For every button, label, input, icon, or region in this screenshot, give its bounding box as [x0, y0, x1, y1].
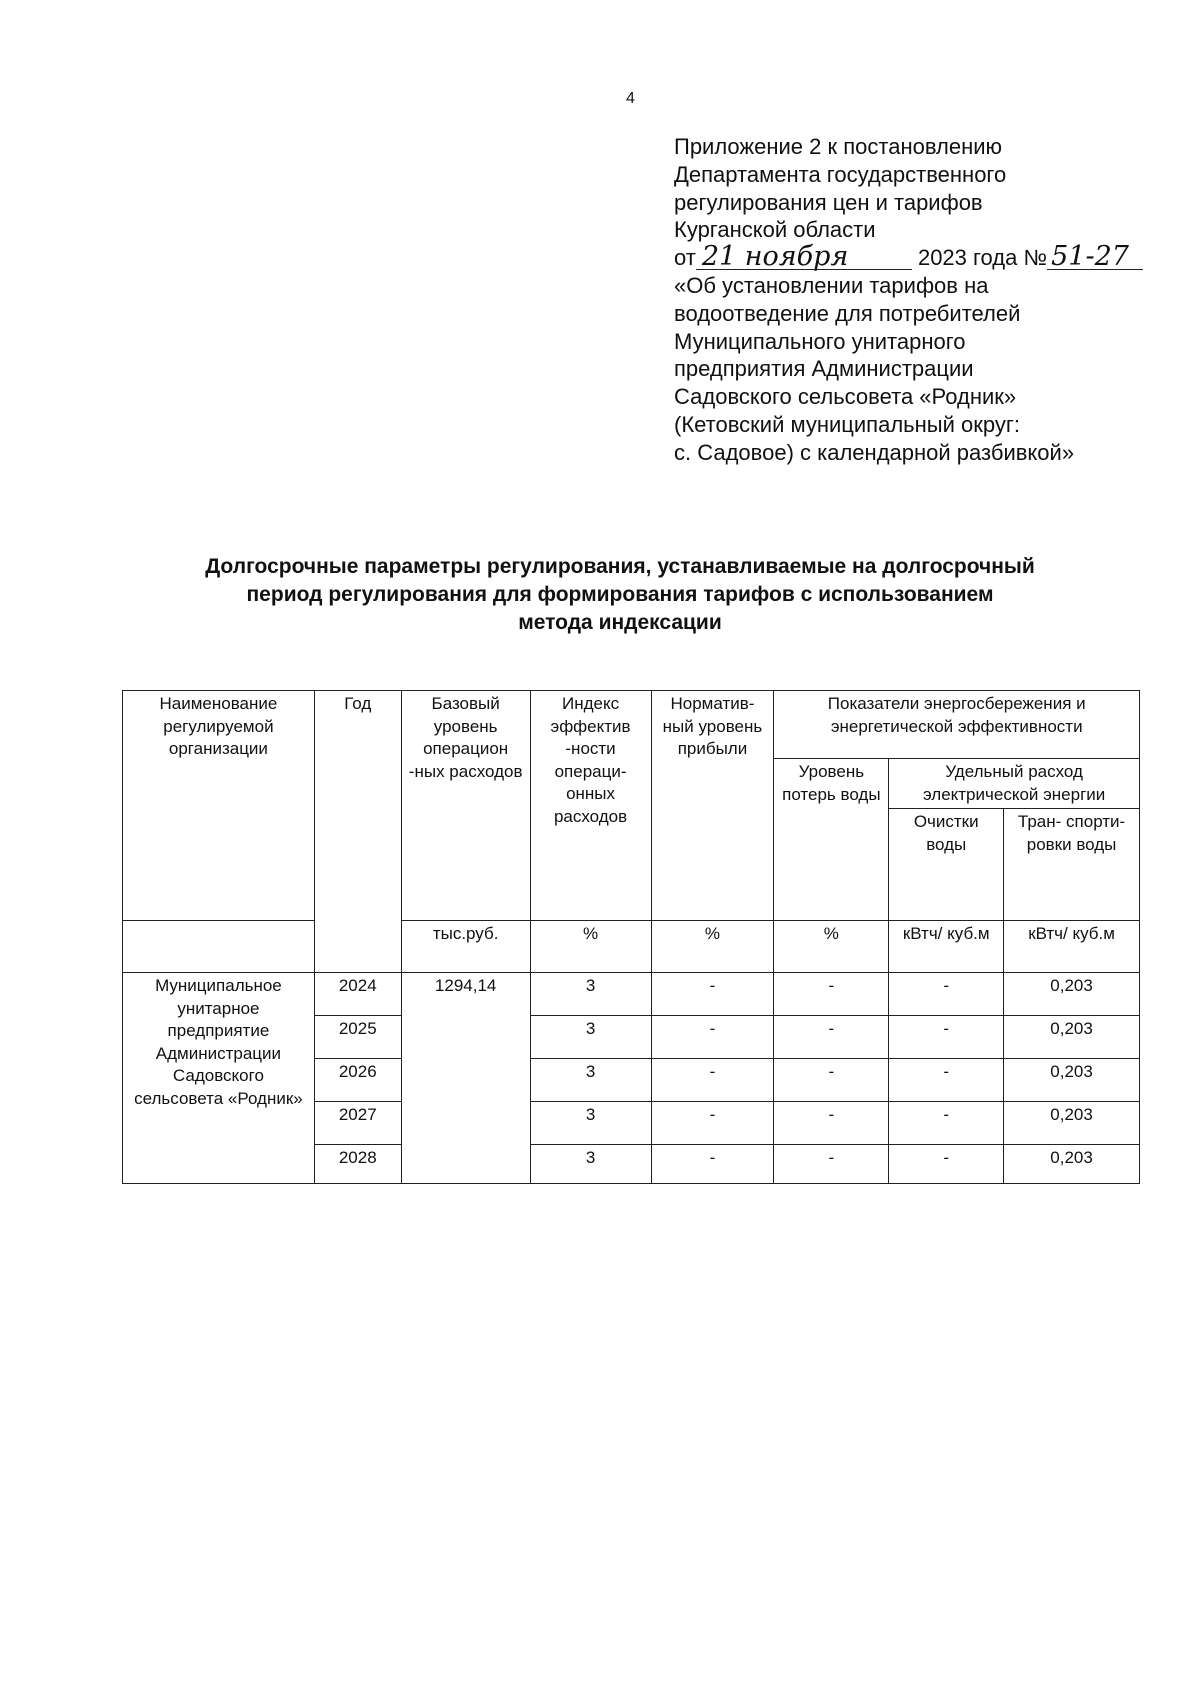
subject-line: Садовского сельсовета «Родник»: [674, 384, 1017, 410]
cell-transport: 0,203: [1004, 1102, 1140, 1145]
handwritten-number: 51-27: [1047, 245, 1143, 270]
appendix-line: Приложение 2 к постановлению: [674, 134, 1003, 159]
units-organization-empty: [123, 921, 315, 973]
header-energy-efficiency: Показатели энергосбережения и энергетической эффективности: [774, 691, 1140, 759]
cell-losses: -: [774, 1016, 889, 1059]
page-number: 4: [626, 90, 635, 107]
unit-transport: кВтч/ куб.м: [1004, 921, 1140, 973]
cell-year: 2024: [314, 973, 401, 1016]
appendix-line: Департамента государственного: [674, 161, 1007, 187]
cell-losses: -: [774, 973, 889, 1016]
unit-profit: %: [651, 921, 774, 973]
cell-transport: 0,203: [1004, 1145, 1140, 1184]
cell-index: 3: [530, 1016, 651, 1059]
appendix-line: регулирования цен и тарифов: [674, 189, 983, 215]
cell-transport: 0,203: [1004, 973, 1140, 1016]
cell-profit: -: [651, 1016, 774, 1059]
cell-index: 3: [530, 1059, 651, 1102]
cell-year: 2027: [314, 1102, 401, 1145]
date-prefix: от: [674, 245, 696, 271]
cell-losses: -: [774, 1102, 889, 1145]
header-water-losses: Уровень потерь воды: [774, 759, 889, 921]
document-title: [120, 553, 1120, 637]
organization-name: Муниципальное унитарное предприятие Администрации Садовского сельсовета «Родник»: [123, 973, 315, 1184]
subject-line: Муниципального унитарного: [674, 328, 966, 354]
header-year: Год: [314, 691, 401, 973]
appendix-block: [674, 133, 1174, 467]
header-profit-level: Норматив- ный уровень прибыли: [651, 691, 774, 921]
header-efficiency-index: Индекс эффектив -ности операци- онных расходов: [530, 691, 651, 921]
parameters-table: [122, 690, 1140, 1184]
base-expenses-value: 1294,14: [401, 973, 530, 1184]
cell-cleaning: -: [889, 1145, 1004, 1184]
unit-losses: %: [774, 921, 889, 973]
header-base-expenses: Базовый уровень операцион -ных расходов: [401, 691, 530, 921]
appendix-line: Курганской области: [674, 217, 876, 243]
cell-losses: -: [774, 1059, 889, 1102]
cell-cleaning: -: [889, 1102, 1004, 1145]
cell-profit: -: [651, 973, 774, 1016]
cell-transport: 0,203: [1004, 1016, 1140, 1059]
appendix-date-line: [674, 241, 1174, 273]
header-specific-consumption: Удельный расход электрической энергии: [889, 759, 1140, 809]
cell-index: 3: [530, 1145, 651, 1184]
title-line: метода индексации: [518, 611, 722, 634]
subject-line: «Об установлении тарифов на: [674, 272, 989, 298]
header-water-cleaning: Очистки воды: [889, 809, 1004, 921]
cell-losses: -: [774, 1145, 889, 1184]
subject-line: с. Садовое) с календарной разбивкой»: [674, 439, 1075, 465]
cell-cleaning: -: [889, 1059, 1004, 1102]
cell-year: 2026: [314, 1059, 401, 1102]
title-line: Долгосрочные параметры регулирования, устанавливаемые на долгосрочный: [205, 555, 1035, 578]
cell-profit: -: [651, 1145, 774, 1184]
cell-transport: 0,203: [1004, 1059, 1140, 1102]
cell-profit: -: [651, 1102, 774, 1145]
unit-cleaning: кВтч/ куб.м: [889, 921, 1004, 973]
cell-index: 3: [530, 1102, 651, 1145]
cell-year: 2025: [314, 1016, 401, 1059]
cell-cleaning: -: [889, 973, 1004, 1016]
unit-base: тыс.руб.: [401, 921, 530, 973]
handwritten-date: 21 ноября: [696, 245, 912, 270]
cell-year: 2028: [314, 1145, 401, 1184]
table-row: [123, 973, 1140, 1016]
header-water-transport: Тран- спорти- ровки воды: [1004, 809, 1140, 921]
header-organization: Наименование регулируемой организации: [123, 691, 315, 921]
cell-index: 3: [530, 973, 651, 1016]
cell-cleaning: -: [889, 1016, 1004, 1059]
cell-profit: -: [651, 1059, 774, 1102]
title-line: период регулирования для формирования тарифов с использованием: [246, 583, 994, 606]
year-text: 2023 года №: [917, 245, 1048, 271]
subject-line: (Кетовский муниципальный округ:: [674, 411, 1020, 437]
subject-line: предприятия Администрации: [674, 356, 974, 382]
unit-index: %: [530, 921, 651, 973]
subject-line: водоотведение для потребителей: [674, 300, 1021, 326]
